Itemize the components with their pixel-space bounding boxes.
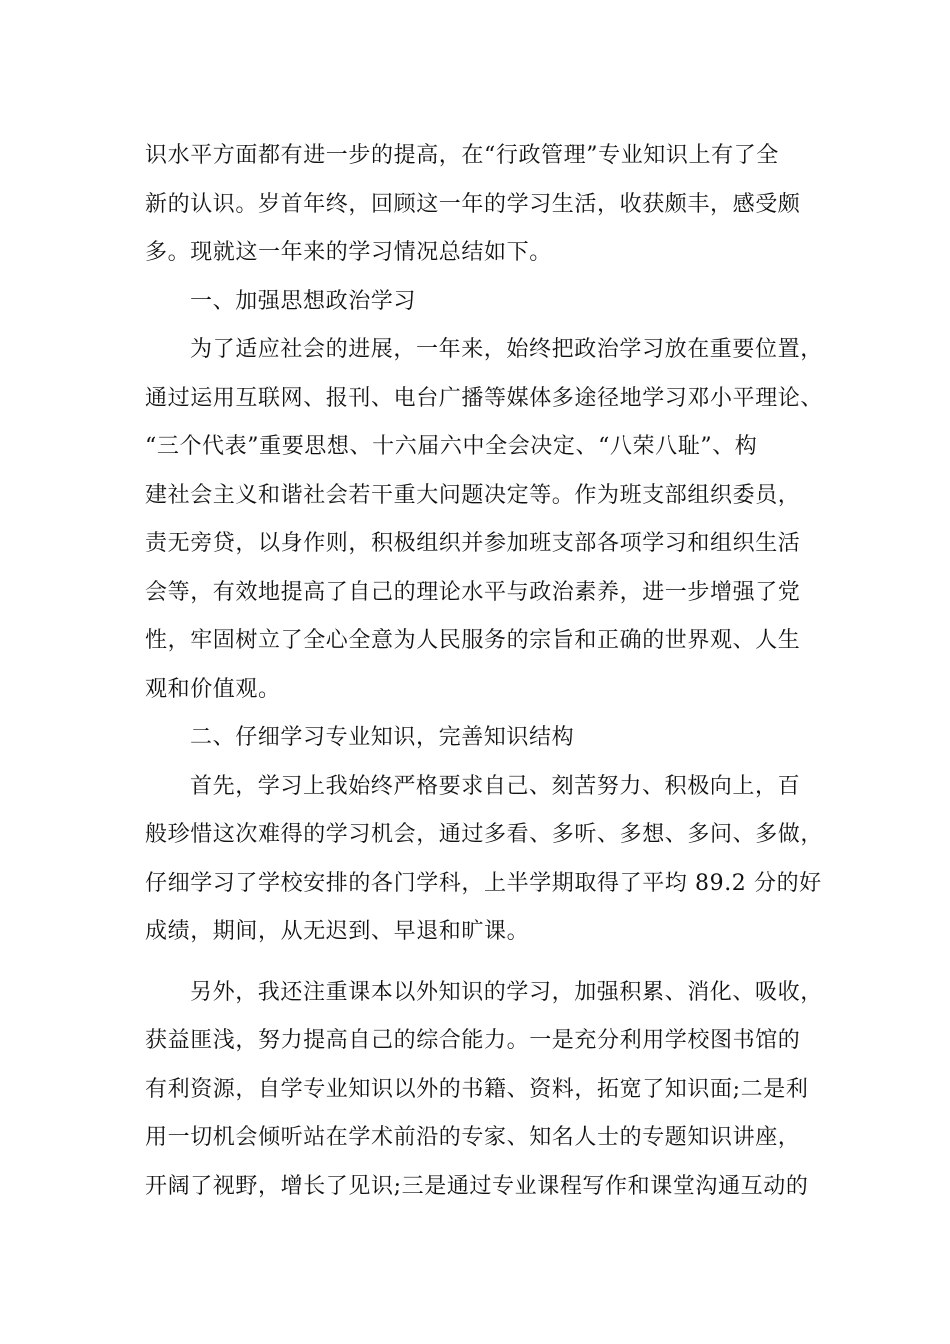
text-line: 成绩，期间，从无迟到、早退和旷课。: [145, 919, 530, 944]
paragraph-politics: [145, 326, 824, 714]
text-line: 会等，有效地提高了自己的理论水平与政治素养，进一步增强了党: [145, 579, 801, 605]
text-line: 获益匪浅，努力提高自己的综合能力。一是充分利用学校图书馆的: [145, 1028, 801, 1053]
text-line: 性，牢固树立了全心全意为人民服务的宗旨和正确的世界观、人生: [145, 628, 801, 653]
text-line: 观和价值观。: [145, 676, 281, 702]
text-line: “三个代表”重要思想、十六届六中全会决定、“八荣八耻”、构: [145, 434, 758, 459]
section-heading: 一、加强思想政治学习: [190, 288, 417, 314]
text-line: 另外，我还注重课本以外知识的学习，加强积累、消化、吸收，: [190, 979, 823, 1005]
text-line: 责无旁贷，以身作则，积极组织并参加班支部各项学习和组织生活: [145, 531, 801, 556]
document-body: [145, 132, 824, 1211]
text-line: 用一切机会倾听站在学术前沿的专家、知名人士的专题知识讲座，: [145, 1125, 801, 1150]
text-line: 有利资源，自学专业知识以外的书籍、资料，拓宽了知识面;二是利: [145, 1076, 809, 1102]
text-line: 开阔了视野，增长了见识;三是通过专业课程写作和课堂沟通互动的: [145, 1173, 809, 1199]
text-line: 建社会主义和谐社会若干重大问题决定等。作为班支部组织委员，: [145, 482, 801, 508]
text-line: 首先，学习上我始终严格要求自己、刻苦努力、积极向上，百: [190, 773, 801, 799]
text-line: 多。现就这一年来的学习情况总结如下。: [145, 240, 552, 265]
text-line: 识水平方面都有进一步的提高，在“行政管理”专业知识上有了全: [145, 143, 779, 168]
text-line: 新的认识。岁首年终，回顾这一年的学习生活，收获颇丰，感受颇: [145, 191, 801, 217]
paragraph-study: [145, 763, 824, 957]
paragraph-extra: [145, 969, 823, 1212]
paragraph-spacer: [145, 957, 805, 969]
text-line: 般珍惜这次难得的学习机会，通过多看、多听、多想、多问、多做，: [145, 822, 824, 847]
text-line: 为了适应社会的进展，一年来，始终把政治学习放在重要位置，: [190, 337, 823, 362]
text-line: 仔细学习了学校安排的各门学科，上半学期取得了平均 89.2 分的好: [145, 870, 822, 896]
paragraph-intro: [145, 132, 805, 278]
text-line: 通过运用互联网、报刊、电台广播等媒体多途径地学习邓小平理论、: [145, 385, 824, 411]
section-heading: 二、仔细学习专业知识，完善知识结构: [190, 725, 575, 750]
